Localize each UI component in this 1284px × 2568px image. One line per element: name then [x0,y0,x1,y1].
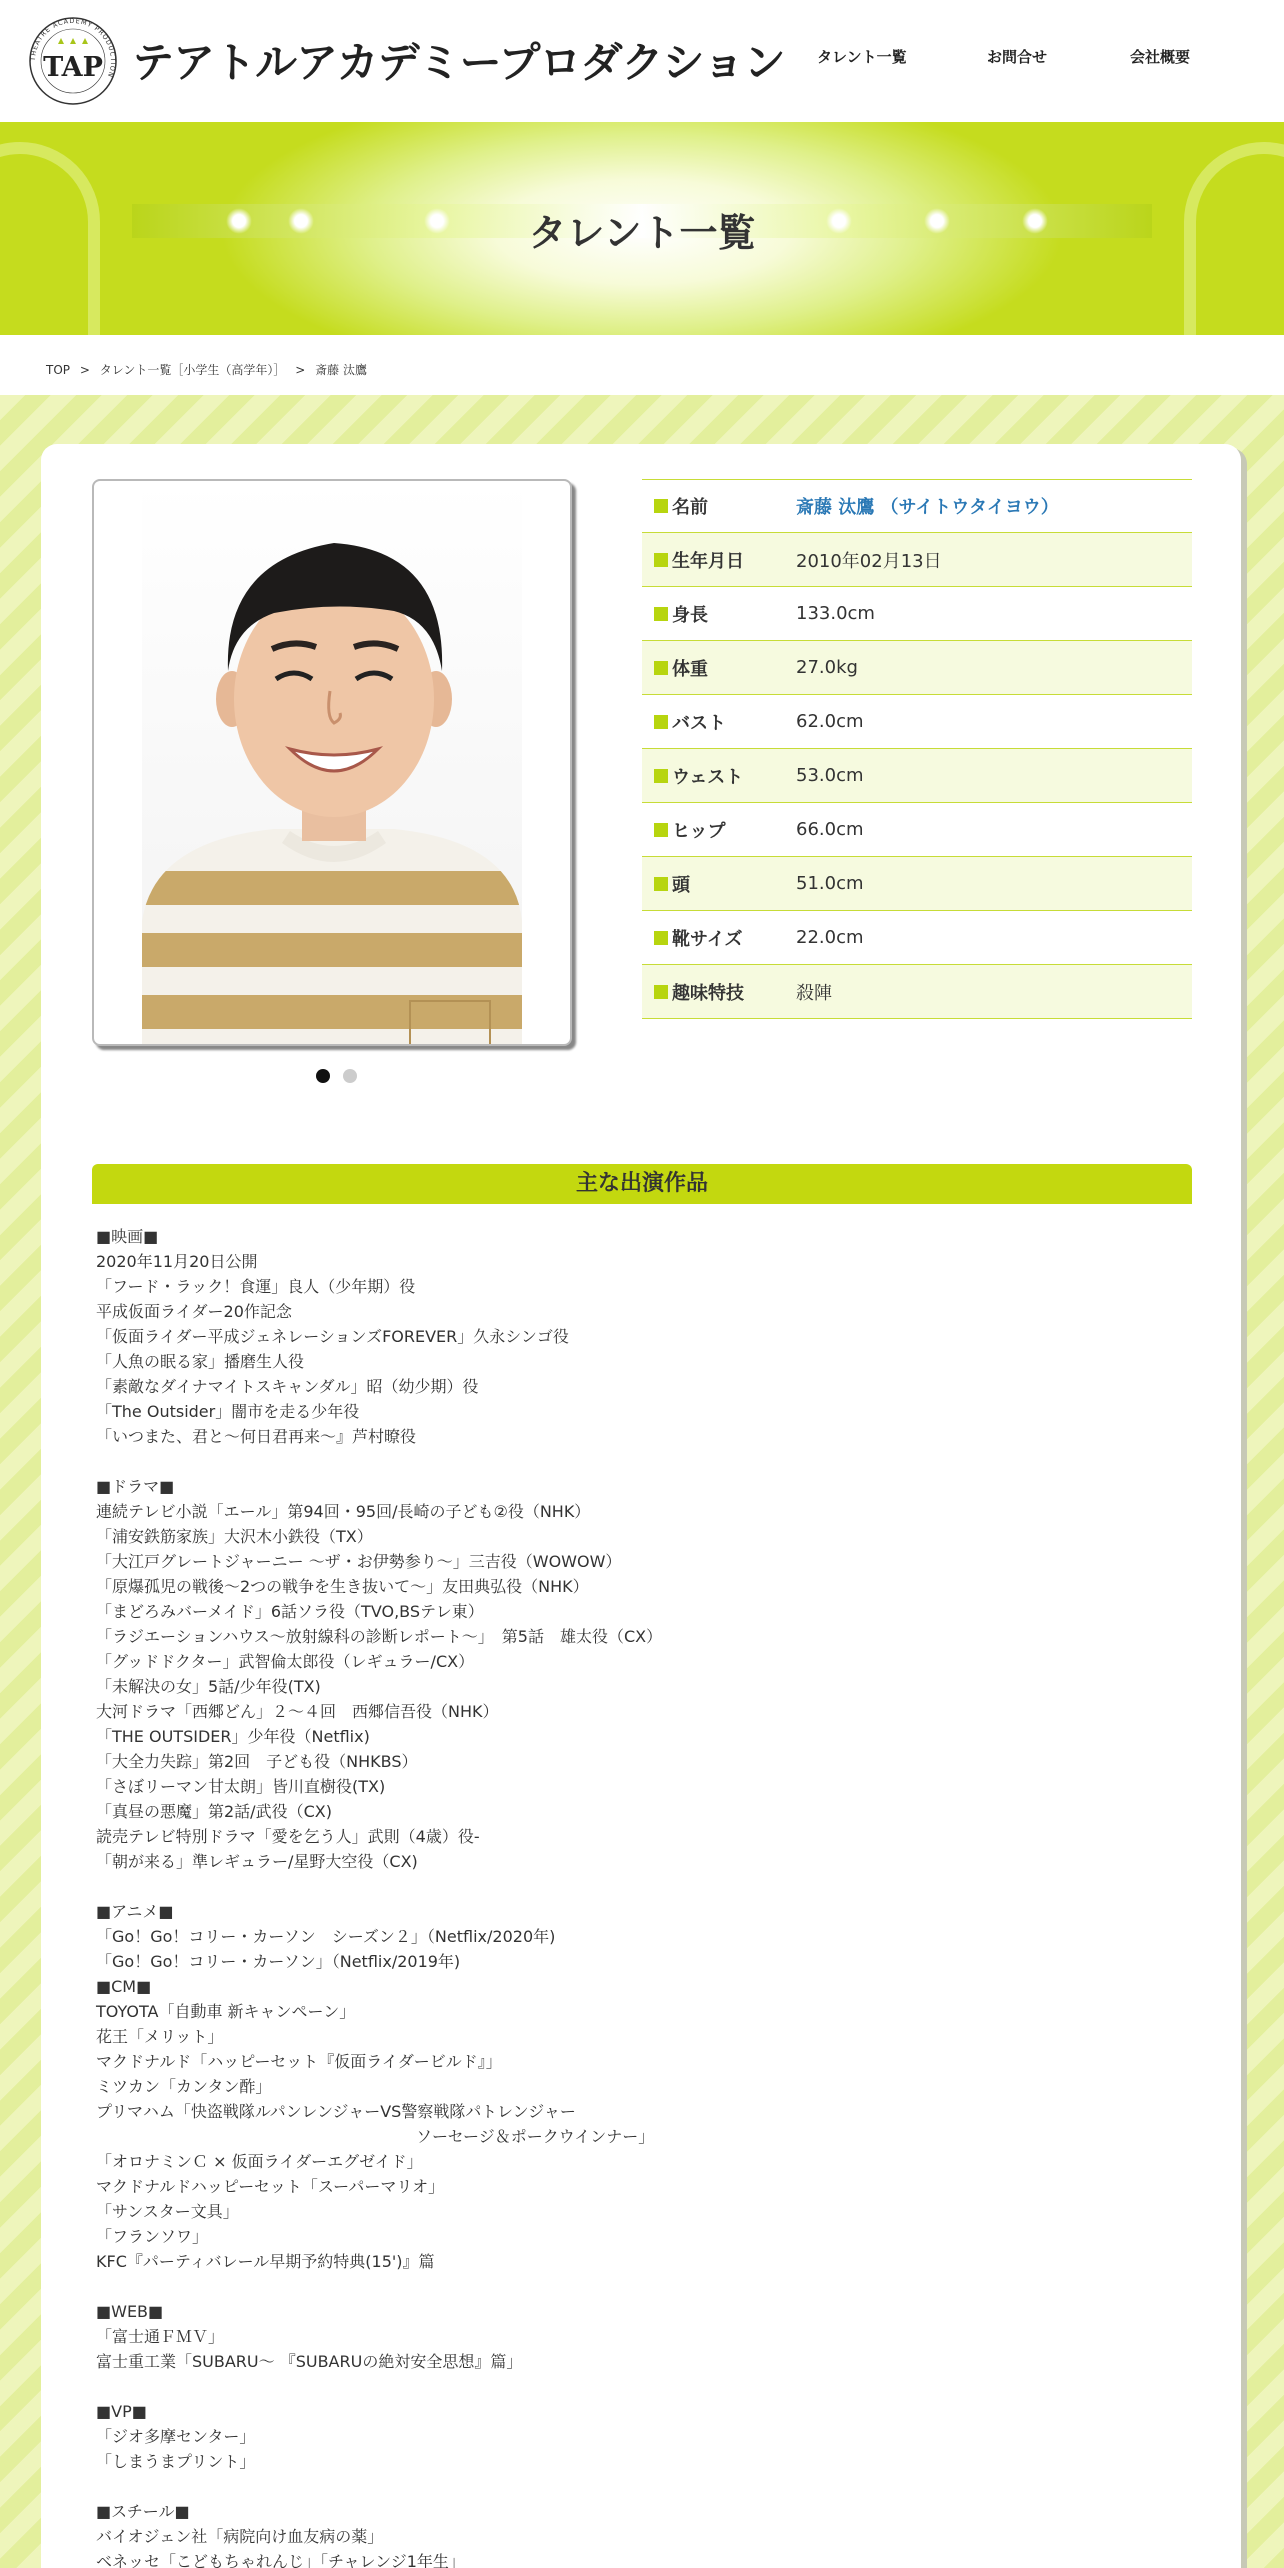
works-spacer [96,1449,1186,1474]
logo-ring-text: THEATRE ACADEMY PRODUCTION [28,16,118,80]
works-item: TOYOTA「自動車 新キャンペーン」 [96,2002,356,2021]
works-item: 「Go！Go！コリー・カーソン」（Netflix/2019年) [96,1952,461,1971]
works-category-heading: ■VP■ [96,2402,147,2421]
works-item: 「オロナミンＣ × 仮面ライダーエグゼイド」 [96,2152,423,2171]
breadcrumb-separator: > [79,363,90,377]
bullet-square-icon [654,769,668,783]
works-item: 平成仮面ライダー20作記念 [96,1302,292,1321]
breadcrumb-separator: > [295,363,306,377]
profile-value: 53.0cm [796,765,864,786]
logo-text: TAP [43,52,103,83]
works-category-heading: ■アニメ■ [96,1902,174,1921]
works-spacer [96,1874,1186,1899]
site-header [0,0,1284,122]
bullet-square-icon [654,985,668,999]
works-item: 読売テレビ特別ドラマ「愛を乞う人」武則（4歳）役- [96,1827,480,1846]
works-spacer [96,2274,1186,2299]
works-item: 「原爆孤児の戦後～2つの戦争を生き抜いて～」友田典弘役（NHK） [96,1577,589,1596]
works-item: 「Go！Go！コリー・カーソン シーズン２」（Netflix/2020年) [96,1927,556,1946]
bullet-square-icon [654,661,668,675]
profile-label: 頭 [672,874,690,896]
nav-talent-list[interactable]: タレント一覧 [817,48,907,66]
hero-banner [0,122,1284,335]
works-item: ベネッセ「こどもちゃれんじ」「チャレンジ1年生」 [96,2552,465,2568]
works-item: 「大全力失踪」第2回 子ども役（NHKBS） [96,1752,418,1771]
works-item: 「フード・ラック！食運」良人（少年期）役 [96,1277,416,1296]
bullet-square-icon [654,499,668,513]
works-item: 「仮面ライダー平成ジェネレーションズFOREVER」久永シンゴ役 [96,1327,569,1346]
breadcrumb-top[interactable]: TOP [46,363,71,377]
works-category-heading: ■映画■ [96,1227,159,1246]
profile-label: ウェスト [672,766,744,788]
carousel-dot-active[interactable] [316,1069,330,1083]
works-category-heading: ■WEB■ [96,2302,164,2321]
works-category-heading: ■スチール■ [96,2502,190,2521]
works-category-heading: ■CM■ [96,1977,152,1996]
works-item: 連続テレビ小説「エール」第94回・95回/長崎の子ども②役（NHK） [96,1502,591,1521]
profile-row-bust [642,695,1192,749]
profile-value: 2010年02月13日 [796,550,942,572]
breadcrumb [46,361,373,378]
profile-table [642,479,1192,1019]
bullet-square-icon [654,607,668,621]
works-item: KFC『パーティバレール早期予約特典(15')』篇 [96,2252,435,2271]
nav-company[interactable]: 会社概要 [1130,48,1191,66]
works-item: 「まどろみバーメイド」6話ソラ役（TVO,BSテレ東） [96,1602,484,1621]
profile-row-height [642,587,1192,641]
bullet-square-icon [654,931,668,945]
works-item: 「真昼の悪魔」第2話/武役（CX) [96,1802,332,1821]
profile-row-hip [642,803,1192,857]
works-item: 「サンスター文具」 [96,2202,239,2221]
works-category-heading: ■ドラマ■ [96,1477,175,1496]
works-item: 2020年11月20日公開 [96,1252,258,1271]
works-item: 大河ドラマ「西郷どん」２～４回 西郷信吾役（NHK） [96,1702,499,1721]
works-item: プリマハム「快盗戦隊ルパンレンジャーVS警察戦隊パトレンジャー [96,2102,576,2121]
profile-label: ヒップ [672,820,726,842]
tap-logo[interactable] [28,16,118,106]
profile-value-name: 斎藤 汰鷹 （サイトウタイヨウ） [796,497,1059,518]
bullet-square-icon [654,553,668,567]
breadcrumb-talent-list[interactable]: タレント一覧［小学生（高学年）］ [99,363,286,377]
works-item: 「THE OUTSIDER」少年役（Netflix) [96,1727,370,1746]
profile-value: 133.0cm [796,603,875,624]
boy-portrait-image [94,481,572,1046]
profile-label: バスト [672,712,726,734]
profile-label: 名前 [672,497,708,518]
works-item: 「人魚の眠る家」播磨生人役 [96,1352,305,1371]
profile-value: 22.0cm [796,927,864,948]
profile-row-weight [642,641,1192,695]
profile-row-waist [642,749,1192,803]
works-item: 「ジオ多摩センター」 [96,2427,256,2446]
works-item: 花王「メリット」 [96,2027,224,2046]
profile-row-shoe-size [642,911,1192,965]
nav-contact[interactable]: お問合せ [987,48,1048,66]
carousel-dots [316,1068,365,1087]
works-item: 「未解決の女」5話/少年役(TX) [96,1677,321,1696]
profile-value: 殺陣 [796,982,832,1004]
works-item: 「The Outsider」闇市を走る少年役 [96,1402,360,1421]
bullet-square-icon [654,715,668,729]
profile-value: 51.0cm [796,873,864,894]
profile-label: 体重 [672,658,708,680]
works-item: 「ラジエーションハウス～放射線科の診断レポート～」 第5話 雄太役（CX） [96,1627,663,1646]
profile-value: 27.0kg [796,657,858,678]
talent-photo[interactable] [92,479,572,1046]
works-item: 「浦安鉄筋家族」大沢木小鉄役（TX） [96,1527,373,1546]
works-item: 「グッドドクター」武智倫太郎役（レギュラー/CX） [96,1652,475,1671]
profile-row-name [642,479,1192,533]
profile-value: 62.0cm [796,711,864,732]
bullet-square-icon [654,877,668,891]
works-spacer [96,2374,1186,2399]
works-section-title: 主な出演作品 [92,1164,1192,1204]
profile-row-head [642,857,1192,911]
profile-label: 生年月日 [672,550,744,572]
works-item: ミツカン「カンタン酢」 [96,2077,272,2096]
works-list [96,1224,1186,2568]
works-spacer [96,2474,1186,2499]
works-item: 「いつまた、君と～何日君再来～』芦村暸役 [96,1427,417,1446]
carousel-dot[interactable] [343,1069,357,1083]
breadcrumb-current: 斎藤 汰鷹 [315,363,367,377]
works-item: 「さぼリーマン甘太朗」皆川直樹役(TX) [96,1777,386,1796]
works-item: 「フランソワ」 [96,2227,209,2246]
works-item: 「しまうまプリント」 [96,2452,256,2471]
profile-label: 靴サイズ [672,928,743,950]
profile-label: 趣味特技 [672,982,744,1004]
works-item: ソーセージ＆ポークウインナー」 [96,2127,655,2146]
profile-row-hobby [642,965,1192,1019]
profile-value: 66.0cm [796,819,864,840]
works-item: マクドナルドハッピーセット「スーパーマリオ」 [96,2177,445,2196]
bullet-square-icon [654,823,668,837]
profile-label: 身長 [672,604,708,626]
works-item: 「富士通ＦＭＶ」 [96,2327,225,2346]
works-item: 「大江戸グレートジャーニー ～ザ・お伊勢参り～」三吉役（WOWOW） [96,1552,622,1571]
works-item: マクドナルド「ハッピーセット『仮面ライダービルド』」 [96,2052,502,2071]
works-item: 富士重工業「SUBARU～ 『SUBARUの絶対安全思想』篇」 [96,2352,523,2371]
brand-name[interactable]: テアトルアカデミープロダクション [132,38,785,87]
works-item: バイオジェン社「病院向け血友病の薬」 [96,2527,384,2546]
page-title: タレント一覧 [528,211,756,255]
profile-row-birthday [642,533,1192,587]
works-item: 「朝が来る」準レギュラー/星野大空役（CX) [96,1852,418,1871]
works-item: 「素敵なダイナマイトスキャンダル」昭（幼少期）役 [96,1377,479,1396]
